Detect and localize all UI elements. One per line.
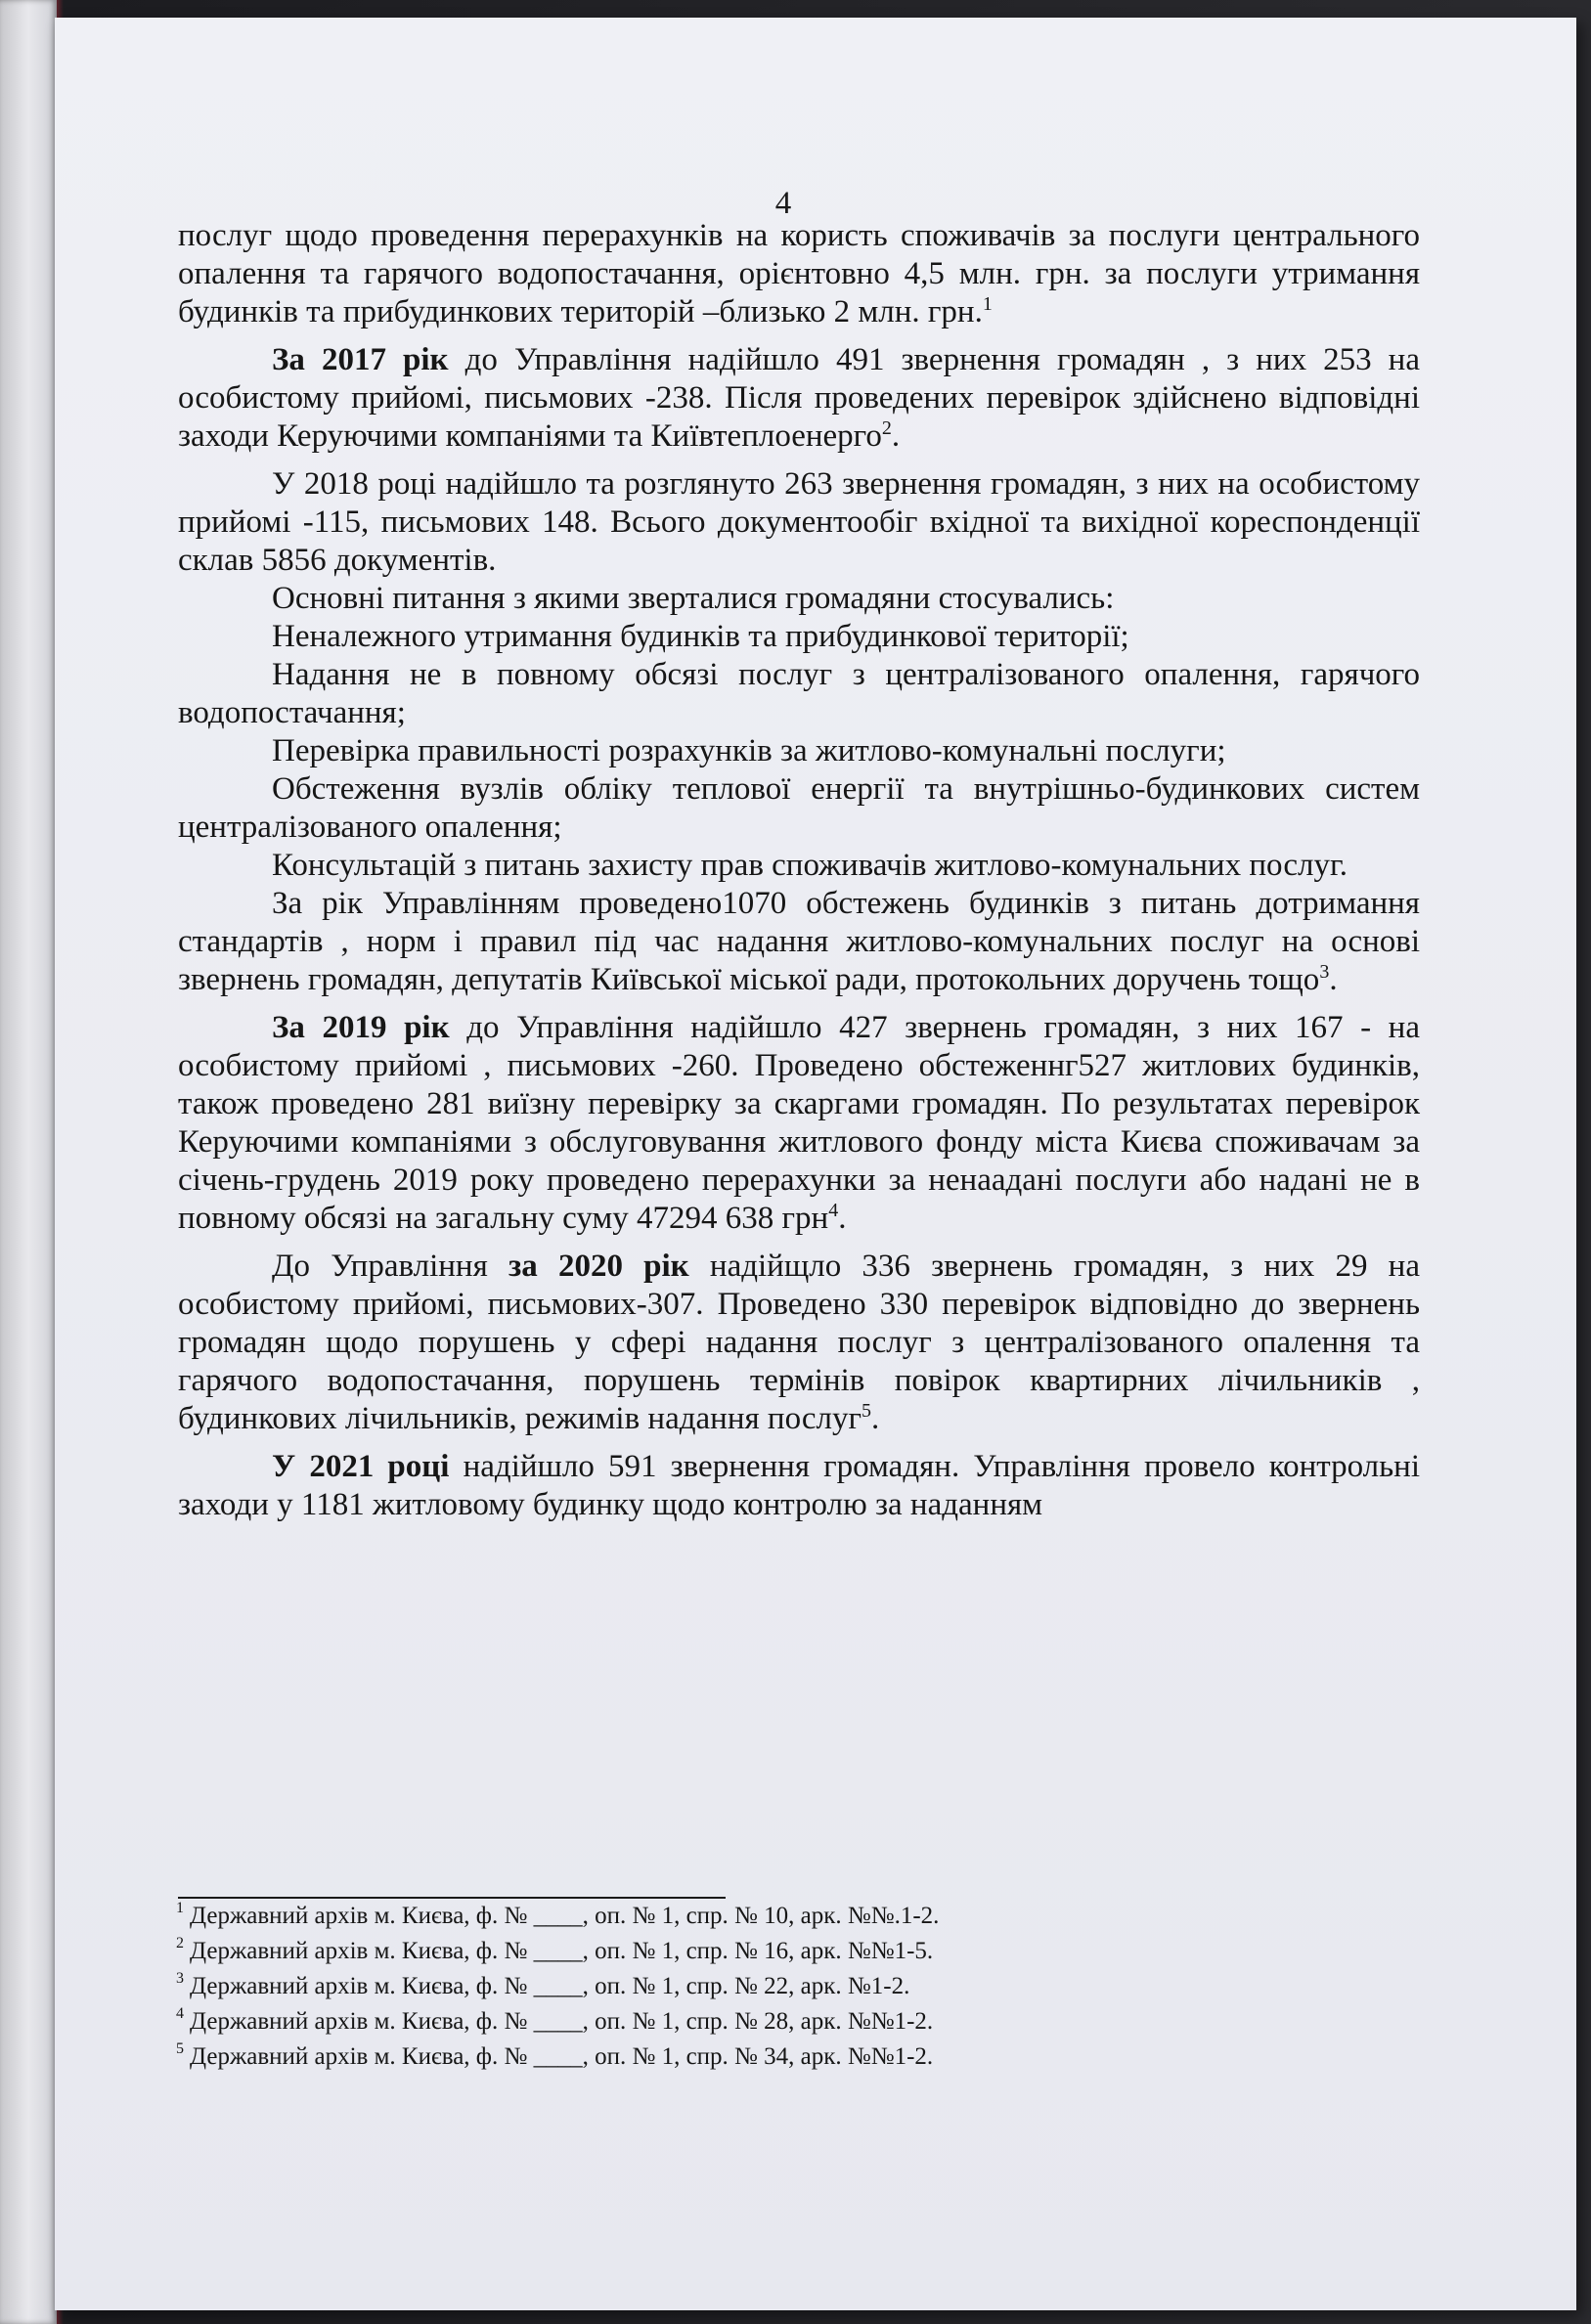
footnote [178, 2039, 1303, 2075]
binder-edge [0, 0, 57, 2324]
paragraph-text: до Управління надійшло 491 звернення громадян , з них 253 на особистому прийомі, письмових -238. Після проведених перевірок здійснено відповідні заходи Керуючими компаніями та Київтеплоенерго [178, 342, 1420, 454]
footnotes [178, 1899, 1303, 2075]
footnote-text: Державний архів м. Києва, ф. № ____, оп. № 1, спр. № 34, арк. №№1-2. [190, 2043, 934, 2070]
footnote-ref-4: 4 [828, 1200, 839, 1221]
year-heading-2020: за 2020 рік [508, 1249, 689, 1284]
issue-item: Перевірка правильності розрахунків за житлово-комунальні послуги; [272, 733, 1226, 768]
footnote-number: 5 [176, 2040, 184, 2057]
footnote-ref-3: 3 [1319, 961, 1330, 983]
footnote-text: Державний архів м. Києва, ф. № ____, оп. № 1, спр. № 28, арк. №№1-2. [190, 2008, 934, 2035]
paragraph-text: . [871, 1401, 880, 1436]
paragraph-text: послуг щодо проведення перерахунків на користь споживачів за послуги центрального опалення та гарячого водопостачання, орієнтовно 4,5 млн. грн. за послуги утримання будинків та прибудинкових територій –близько 2 млн. грн. [178, 218, 1420, 329]
issue-item: Надання не в повному обсязі послуг з централізованого опалення, гарячого водопостачання; [178, 657, 1420, 730]
paragraph-inspections [178, 885, 1420, 999]
paragraph-text: . [1329, 962, 1338, 997]
paragraph-text: до Управління надійшло 427 звернень громадян, з них 167 - на особистому прийомі , письмових -260. Проведено обстеженнг527 житлових будинків, також проведено 281 виїзну перевірку за скаргами громадян. По результатах перевірок Керуючими компаніями з обслуговування житлового фонду міста Києва споживачам за січень-грудень 2019 року проведено перерахунки за ненаадані послуги або надані не в повному обсязі на загальну суму 47294 638 грн [178, 1010, 1420, 1236]
year-heading-2021: У 2021 році [272, 1449, 450, 1484]
issue-item: Консультацій з питань захисту прав споживачів житлово-комунальних послуг. [272, 848, 1348, 883]
footnote-number: 1 [176, 1900, 184, 1916]
footnote-text: Державний архів м. Києва, ф. № ____, оп. № 1, спр. № 22, арк. №1-2. [190, 1973, 910, 1999]
footnote-ref-1: 1 [982, 293, 993, 315]
page-number: 4 [774, 186, 792, 221]
paragraph-2021 [178, 1448, 1420, 1524]
footnote [178, 1969, 1303, 2004]
paragraph-text: . [891, 418, 901, 454]
year-heading-2019: За 2019 рік [272, 1010, 450, 1045]
paragraph-text: надійшло 591 звернення громадян. Управління провело контрольні заходи у 1181 житловому будинку щодо контролю за наданням [178, 1449, 1420, 1522]
paragraph-text: За рік Управлінням проведено1070 обстежень будинків з питань дотримання стандартів , норм і правил під час надання житлово-комунальних послуг на основі звернень громадян, депутатів Київської міської ради, протокольних доручень тощо [178, 886, 1420, 997]
footnote-ref-5: 5 [862, 1400, 872, 1422]
footnote-text: Державний архів м. Києва, ф. № ____, оп. № 1, спр. № 16, арк. №№1-5. [190, 1938, 934, 1964]
footnote-number: 3 [176, 1970, 184, 1987]
paragraph-text: До Управління [272, 1249, 508, 1284]
footnote-ref-2: 2 [881, 417, 892, 439]
paragraph-main-issues: Основні питання з якими зверталися громадяни стосувались: [272, 581, 1115, 616]
paragraph-text: надійщло 336 звернень громадян, з них 29 на особистому прийомі, письмових-307. Проведено 330 перевірок відповідно до звернень громадян щодо порушень у сфері надання послуг з централізованого опалення та гарячого водопостачання, порушень термінів повірок квартирних лічильників , будинкових лічильників, режимів надання послуг [178, 1249, 1420, 1436]
issue-item: Обстеження вузлів обліку теплової енергії та внутрішньо-будинкових систем централізованого опалення; [178, 771, 1420, 845]
paragraph-2020 [178, 1248, 1420, 1438]
footnote [178, 1934, 1303, 1969]
footnote-number: 4 [176, 2005, 184, 2022]
paragraph-text: . [838, 1201, 847, 1236]
footnote-text: Державний архів м. Києва, ф. № ____, оп. № 1, спр. № 10, арк. №№.1-2. [190, 1903, 940, 1929]
paragraph-2019 [178, 1009, 1420, 1238]
paragraph-2017 [178, 341, 1420, 456]
document-body [178, 217, 1420, 1534]
footnote [178, 1899, 1303, 1934]
issue-item: Неналежного утримання будинків та прибудинкової території; [272, 619, 1129, 654]
footnote [178, 2004, 1303, 2039]
paragraph-continuation [178, 217, 1420, 331]
paragraph-2018: У 2018 році надійшло та розглянуто 263 звернення громадян, з них на особистому прийомі -115, письмових 148. Всього документообіг вхідної та вихідної кореспонденції склав 5856 документів. [178, 466, 1420, 578]
footnote-number: 2 [176, 1935, 184, 1951]
year-heading-2017: За 2017 рік [272, 342, 449, 377]
